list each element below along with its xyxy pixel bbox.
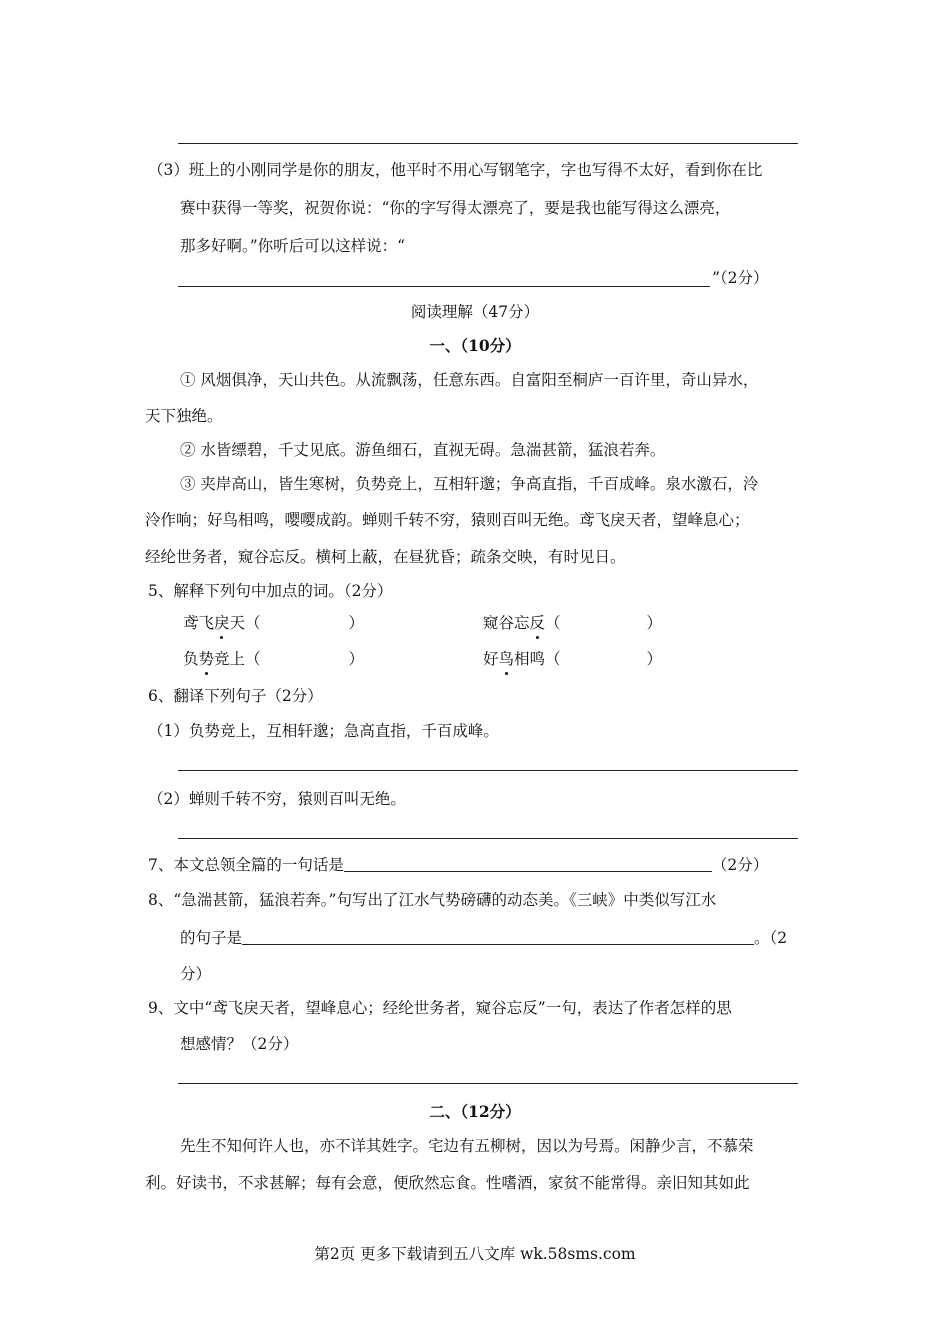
q8-answer-blank: [242, 928, 754, 945]
q8-line-2-post: 。（2: [754, 929, 788, 947]
passage1-p3-line3: 经纶世务者，窥谷忘反。横柯上蔽，在昼犹昏；疏条交映，有时见日。: [145, 548, 626, 566]
q3-score: ”（2分）: [712, 269, 769, 287]
q5-item-2: [483, 613, 662, 633]
q5-item-4-close: ）: [646, 650, 663, 668]
q6-sentence-2: （2）蝉则千转不穷，猿则百叫无绝。: [148, 790, 406, 808]
q6-answer-line-2: [178, 838, 798, 839]
q3-line-3: 那多好啊。”你听后可以这样说：“: [180, 237, 406, 255]
part-2-title: 二、（12分）: [429, 1102, 521, 1121]
answer-line-top: [178, 143, 798, 144]
passage1-p2: ② 水皆缥碧，千丈见底。游鱼细石，直视无碍。急湍甚箭，猛浪若奔。: [180, 441, 666, 459]
q5-item-1-post: 天（: [229, 614, 261, 632]
reading-title: 阅读理解（47分）: [410, 303, 540, 321]
passage1-p3-line1: ③ 夹岸高山，皆生寒树，负势竞上，互相轩邈；争高直指，千百成峰。泉水激石，泠: [180, 475, 759, 493]
part-1-title: 一、（10分）: [429, 336, 521, 355]
q8-line-3: 分）: [180, 965, 212, 983]
q5-item-2-pre: 窥谷忘: [483, 614, 530, 632]
q7-score: （2分）: [711, 856, 769, 874]
passage1-p1-line2: 天下独绝。: [145, 407, 223, 425]
q5-stem: 5、解释下列句中加点的词。（2分）: [148, 582, 393, 600]
q8-line-1: 8、“急湍甚箭，猛浪若奔。”句写出了江水气势磅礴的动态美。《三峡》中类似写江水: [148, 891, 717, 909]
q7-answer-blank: [344, 855, 712, 872]
dotted-word: 鸟: [498, 650, 515, 668]
q6-answer-line-1: [178, 770, 798, 771]
q5-item-1: [183, 613, 364, 633]
q5-item-2-close: ）: [646, 614, 663, 632]
dotted-word: 势: [198, 650, 215, 668]
passage2-line-2: 利。好读书，不求甚解；每有会意，便欣然忘食。性嗜酒，家贫不能常得。亲旧知其如此: [145, 1174, 750, 1192]
q8-line-2-pre: 的句子是: [180, 929, 243, 947]
q6-sentence-1: （1）负势竞上，互相轩邈；急高直指，千百成峰。: [148, 722, 499, 740]
q5-item-4: [483, 649, 662, 669]
q5-item-3-pre: 负: [183, 650, 199, 668]
q5-item-3: [183, 649, 364, 669]
q3-line-2: 赛中获得一等奖，祝贺你说：“你的字写得太漂亮了，要是我也能写得这么漂亮，: [180, 199, 731, 217]
q5-item-1-close: ）: [348, 614, 365, 632]
q9-answer-line: [178, 1083, 798, 1084]
q8-line-2: [180, 928, 787, 948]
q3-answer-line: [178, 286, 710, 287]
page-footer: 第2页 更多下载请到五八文库 wk.58sms.com: [314, 1245, 636, 1263]
q9-line-2: 想感情？（2分）: [180, 1035, 299, 1053]
q7-line: [148, 855, 768, 875]
q7-stem: 7、本文总领全篇的一句话是: [148, 856, 344, 874]
q9-line-1: 9、文中“鸢飞戾天者，望峰息心；经纶世务者，窥谷忘反”一句，表达了作者怎样的思: [148, 999, 732, 1017]
q3-line-1: （3）班上的小刚同学是你的朋友，他平时不用心写钢笔字，字也写得不太好，看到你在比: [148, 161, 763, 179]
q5-item-4-post: 相鸣（: [514, 650, 561, 668]
q5-item-3-post: 竞上（: [214, 650, 261, 668]
q5-item-4-pre: 好: [483, 650, 499, 668]
q5-item-1-pre: 鸢飞: [183, 614, 215, 632]
passage2-line-1: 先生不知何许人也，亦不详其姓字。宅边有五柳树，因以为号焉。闲静少言，不慕荣: [180, 1137, 754, 1155]
q5-item-3-close: ）: [348, 650, 365, 668]
q5-item-2-post: （: [545, 614, 561, 632]
q6-stem: 6、翻译下列句子（2分）: [148, 687, 323, 705]
dotted-word: 反: [529, 614, 546, 632]
passage1-p1-line1: ① 风烟俱净，天山共色。从流飘荡，任意东西。自富阳至桐庐一百许里，奇山异水，: [180, 371, 759, 389]
passage1-p3-line2: 泠作响；好鸟相鸣，嘤嘤成韵。蝉则千转不穷，猿则百叫无绝。鸢飞戾天者，望峰息心；: [145, 511, 750, 529]
dotted-word: 戾: [214, 614, 230, 632]
